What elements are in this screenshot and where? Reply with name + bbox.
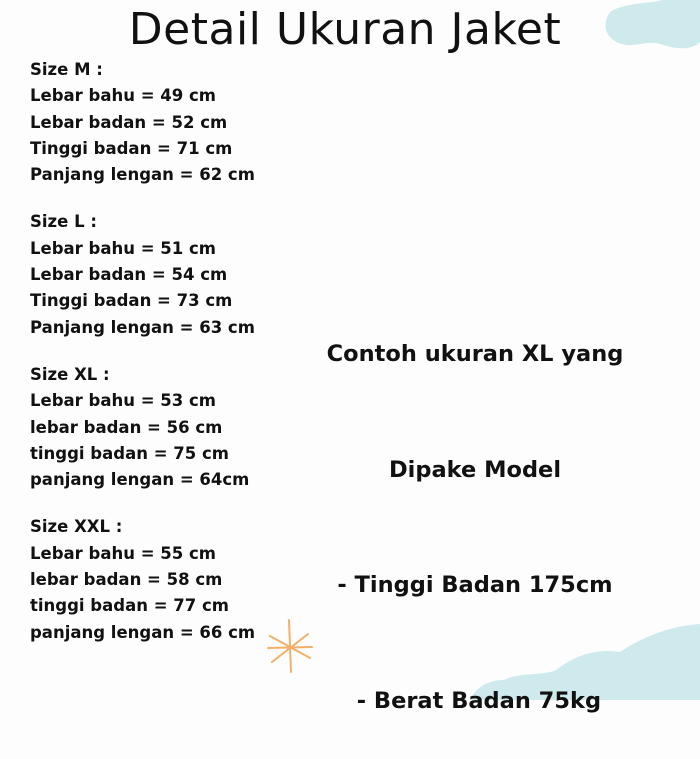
size-heading: Size XL :	[30, 364, 110, 384]
model-size-note	[300, 258, 650, 759]
size-line: tinggi badan = 75 cm	[30, 443, 229, 463]
size-line: Panjang lengan = 62 cm	[30, 165, 255, 185]
size-list	[30, 57, 300, 667]
page-title: Detail Ukuran Jaket	[128, 4, 562, 55]
size-heading: Size L :	[30, 212, 97, 232]
size-line: Lebar bahu = 49 cm	[30, 86, 216, 106]
note-line: - Berat Badan 75kg	[348, 687, 602, 714]
size-block-xl	[30, 362, 300, 493]
size-line: Tinggi badan = 73 cm	[30, 291, 233, 311]
size-line: panjang lengan = 64cm	[30, 470, 250, 490]
size-line: panjang lengan = 66 cm	[30, 622, 256, 642]
size-line: Tinggi badan = 71 cm	[30, 138, 233, 158]
size-line: Lebar badan = 54 cm	[30, 265, 228, 285]
size-line: lebar badan = 58 cm	[30, 570, 223, 590]
size-line: Lebar bahu = 53 cm	[30, 391, 216, 411]
note-line: Dipake Model	[388, 456, 562, 483]
size-line: lebar badan = 56 cm	[30, 417, 223, 437]
note-line: Contoh ukuran XL yang	[326, 341, 624, 367]
note-line: - Tinggi Badan 175cm	[337, 572, 613, 598]
size-heading: Size M :	[30, 60, 103, 79]
size-line: Lebar bahu = 51 cm	[30, 238, 216, 258]
size-line: tinggi badan = 77 cm	[30, 596, 229, 616]
size-block-l	[30, 209, 300, 340]
size-line: Panjang lengan = 63 cm	[30, 317, 255, 337]
size-line: Lebar badan = 52 cm	[30, 112, 228, 132]
size-line: Lebar bahu = 55 cm	[30, 543, 216, 563]
size-block-xxl	[30, 514, 300, 645]
size-block-m	[30, 57, 300, 188]
size-heading: Size XXL :	[30, 517, 123, 537]
